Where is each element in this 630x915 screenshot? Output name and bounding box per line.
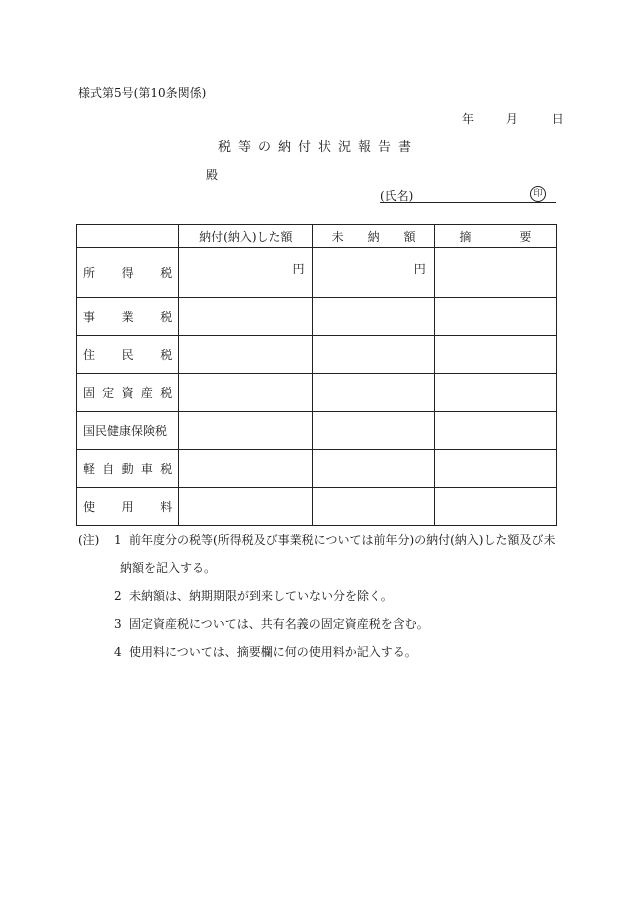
table-row (77, 336, 557, 374)
row-label-char: 使 (83, 500, 96, 514)
yen-unit: 円 (292, 262, 305, 276)
paid-amount-cell[interactable] (179, 488, 313, 526)
row-label-cell (77, 488, 179, 526)
row-label (77, 308, 178, 325)
date-day-label: 日 (551, 112, 564, 126)
unpaid-amount-cell[interactable] (313, 412, 434, 450)
header-cell-remarks: 摘 要 (434, 225, 556, 248)
row-label-char: 税 (160, 266, 173, 280)
row-label-cell (77, 336, 179, 374)
table-row (77, 412, 557, 450)
note-text-continuation: 納額を記入する。 (120, 561, 217, 575)
paid-amount-cell[interactable] (179, 450, 313, 488)
name-label: (氏名) (380, 189, 414, 203)
row-label-char: 税 (160, 348, 173, 362)
note-number: 2 (114, 589, 122, 603)
date-year-label: 年 (462, 112, 475, 126)
date-month-label: 月 (505, 112, 518, 126)
row-label-char: 動 (121, 462, 134, 476)
note-text: 使用料については、摘要欄に何の使用料か記入する。 (129, 645, 417, 659)
table-row (77, 298, 557, 336)
table-row (77, 450, 557, 488)
remarks-cell[interactable] (434, 336, 556, 374)
addressee-suffix: 殿 (206, 168, 219, 182)
row-label-char: 軽 (83, 462, 96, 476)
note-text: 未納額は、納期期限が到来していない分を除く。 (129, 589, 393, 603)
paid-amount-cell[interactable] (179, 412, 313, 450)
note-number: 3 (114, 617, 122, 631)
table-row (77, 488, 557, 526)
row-label (77, 422, 178, 439)
paid-amount-cell[interactable] (179, 336, 313, 374)
row-label-cell (77, 298, 179, 336)
tax-status-table (76, 224, 557, 526)
row-label-char: 自 (102, 462, 115, 476)
unpaid-amount-cell[interactable] (313, 298, 434, 336)
note-number: 1 (114, 533, 122, 547)
row-label-char: 民 (121, 348, 134, 362)
header-cell-unpaid-amount: 未 納 額 (313, 225, 434, 248)
row-label-char: 資 (121, 386, 134, 400)
table-row (77, 248, 557, 298)
paid-amount-cell[interactable] (179, 248, 313, 298)
row-label (77, 498, 178, 515)
table-row (77, 374, 557, 412)
row-label (77, 264, 178, 281)
notes-section (78, 526, 556, 666)
remarks-cell[interactable] (434, 248, 556, 298)
header-cell-item (77, 225, 179, 248)
row-label-char: 税 (160, 386, 173, 400)
unpaid-amount-cell[interactable] (313, 488, 434, 526)
row-label-char: 国民健康保険税 (83, 424, 168, 438)
form-number: 様式第5号(第10条関係) (78, 86, 207, 100)
row-label-char: 得 (121, 266, 134, 280)
remarks-cell[interactable] (434, 298, 556, 336)
row-label-char: 車 (140, 462, 153, 476)
row-label-char: 用 (121, 500, 134, 514)
row-label (77, 384, 178, 401)
unpaid-amount-cell[interactable] (313, 374, 434, 412)
table-header-row (77, 225, 557, 248)
note-item (78, 610, 556, 638)
row-label (77, 346, 178, 363)
row-label-cell (77, 248, 179, 298)
row-label-char: 固 (83, 386, 96, 400)
remarks-cell[interactable] (434, 450, 556, 488)
row-label-char: 定 (102, 386, 115, 400)
remarks-cell[interactable] (434, 488, 556, 526)
row-label-char: 税 (160, 462, 173, 476)
row-label-char: 産 (140, 386, 153, 400)
remarks-cell[interactable] (434, 374, 556, 412)
row-label-char: 税 (160, 310, 173, 324)
unpaid-amount-cell[interactable] (313, 248, 434, 298)
note-text: 固定資産税については、共有名義の固定資産税を含む。 (129, 617, 429, 631)
note-number: 4 (114, 645, 122, 659)
row-label-char: 所 (83, 266, 96, 280)
unpaid-amount-cell[interactable] (313, 336, 434, 374)
note-item (78, 638, 556, 666)
remarks-cell[interactable] (434, 412, 556, 450)
row-label-cell (77, 374, 179, 412)
row-label-char: 料 (160, 500, 173, 514)
row-label-cell (77, 412, 179, 450)
note-text: 前年度分の税等(所得税及び事業税については前年分)の納付(納入)した額及び未 (129, 533, 556, 547)
note-continuation (78, 554, 556, 582)
unpaid-amount-cell[interactable] (313, 450, 434, 488)
document-title: 税等の納付状況報告書 (217, 140, 418, 155)
row-label-char: 業 (121, 310, 134, 324)
date-line (462, 110, 564, 127)
paid-amount-cell[interactable] (179, 298, 313, 336)
row-label (77, 460, 178, 477)
yen-unit: 円 (413, 262, 426, 276)
name-signature-line (380, 186, 556, 203)
note-item (78, 526, 556, 554)
paid-amount-cell[interactable] (179, 374, 313, 412)
row-label-char: 事 (83, 310, 96, 324)
row-label-cell (77, 450, 179, 488)
row-label-char: 住 (83, 348, 96, 362)
seal-mark: 印 (530, 186, 546, 202)
header-cell-paid-amount: 納付(納入)した額 (179, 225, 313, 248)
note-item (78, 582, 556, 610)
notes-mark: (注) (78, 533, 100, 547)
